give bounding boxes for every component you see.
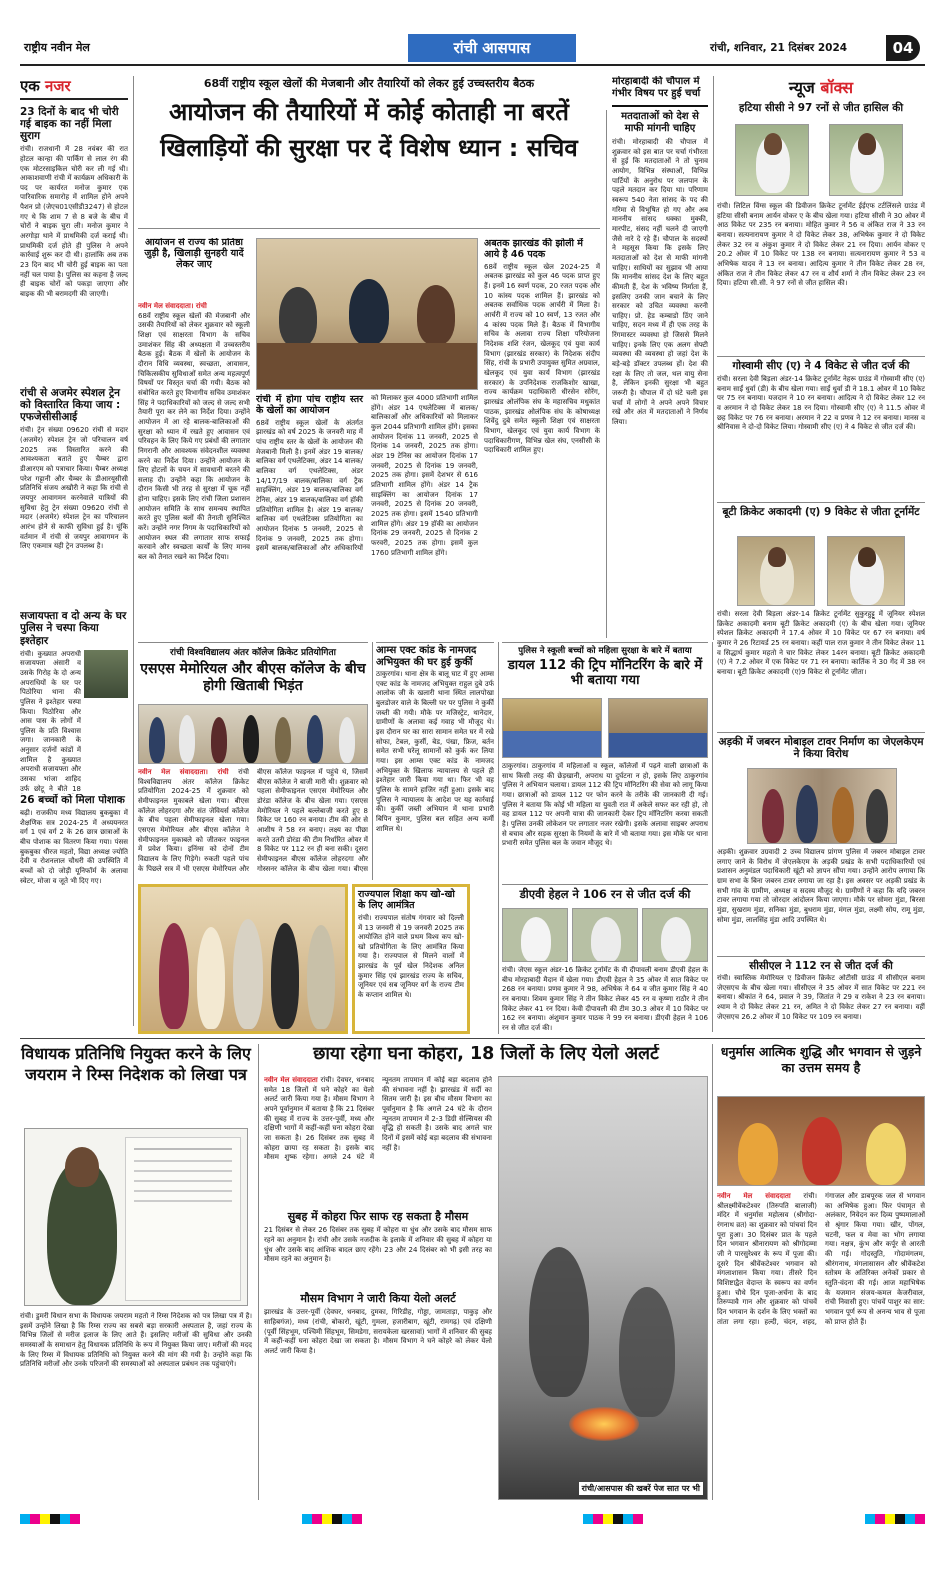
lead-col-c	[484, 238, 600, 632]
fog-body: रांची। देवघर, धनबाद समेत 18 जिलों में घने कोहरे का येलो अलर्ट जारी किया गया है। मौसम विभाग ने अपने पूर्वानुमान में बताया है कि 21 दिसंबर की सुबह में राज्य के उत्तर-पूर्वी, मध्य और दक्षिणी भागों में कहीं-कहीं घना कोहरा देखा जा सकता है। 26 दिसंबर तक सुबह में कोहरा छाया रह सकता है। इसके बाद मौसम शुष्क रहेगा। अगले 24 घंटे में न्यूनतम तापमान में कोई बड़ा बदलाव होने की संभावना नहीं है। झारखंड में सर्दी का सितम जारी है। इस बीच मौसम विभाग का पूर्वानुमान है कि अगले 24 घंटे के दौरान न्यूनतम तापमान में 2-3 डिग्री सेल्सियस की वृद्धि हो सकती है। उसके बाद अगले चार दिनों में इसमें कोई बड़ा बदलाव की संभावना नहीं है।	[264, 1076, 492, 1162]
fog-sub-1	[264, 1210, 492, 1286]
dav-photo-3	[642, 908, 708, 962]
dial-story	[502, 642, 708, 882]
masthead	[20, 32, 925, 66]
ccl-story	[717, 956, 925, 1032]
section-title: रांची आसपास	[408, 34, 576, 62]
ek-nazar-label: एक नजर	[20, 76, 128, 100]
shiksha-headline: राज्यपाल शिक्षा कप खो-खो के लिए आमंत्रित	[358, 889, 455, 911]
nazar-3-title: सजायफ्ता व दो अन्य के घर पुलिस ने चस्पा किया इश्तेहार	[20, 610, 127, 647]
booty-body: रांची। सरला देवी बिड़ला अंडर-14 क्रिकेट टूर्नामेंट सुकुरहुट्टू में जूनियर स्पेशल क्रिकेट अकादमी बनाम बूटी क्रिकेट अकादमी (ए) के बीच खेला गया। जूनियर स्पेशल क्रिकेट अकादमी ने 17.4 ओवर में 10 विकेट पर 67 रन बनाया। वर्ष कुमार ने 26 रिटायर्ड 25 रन बनाया। कहीं पाल राज कुमार ने तीन विकेट लेकर 11 व सिद्धार्थ कुमार महतो ने चार विकेट लेकर 14रन बनाया। बूटी क्रिकेट अकादमी (ए) ने 7.2 ओवर में एक विकेट पर 71 रन बनाया। कार्तिक ने 30 गेंद में 38 रन बनाया। बूटी क्रिकेट अकादमी (ए)9 विकेट से टूर्नामेंट जीता।	[717, 610, 925, 676]
shiksha-body: रांची। राज्यपाल संतोष गंगवार को दिल्ली में 13 जनवरी से 19 जनवरी 2025 तक आयोजित होने वाले प्रथम विश्व कप खो-खो प्रतियोगिता के लिए आमंत्रित किया गया है। राज्यपाल से मिलने वालों में झारखंड के पूर्व खेल निदेशक अनिल कुमार सिंह एवं झारखंड राज्य के सचिव, जूनियर एवं सब जूनियर वर्ग के राज्य टीम के कप्तान शामिल थे।	[358, 913, 464, 1000]
fog-photo-credit: रांची/आसपास की खबरें पेज सात पर भी	[579, 1482, 703, 1495]
fog-sub-2	[264, 1292, 492, 1500]
nazar-4-body: बढ़ी। राजकीय मध्य विद्यालय बुकबुका में शैक्षणिक सत्र 2024-25 में अध्ययनरत वर्ग 1 एवं वर्ग 2 के 26 छात्र छात्राओं के बीच पोशाक का वितरण किया गया। पंसस बुकबुका धीरज महतो, विद्या अध्यक्ष ज्योति देवी व रोशनलाल चौधरी की उपस्थिति में बच्चों को दो जोड़ी यूनिफॉर्म के अलावा स्वेटर, मोजा व जूते भी दिए गए।	[20, 809, 128, 885]
fog-subhead: सुबह में कोहरा फिर साफ रह सकता है मौसम	[287, 1210, 469, 1223]
tower-photo	[747, 768, 897, 844]
nazar-2-body: रांची। ट्रेन संख्या 09620 रांची से मदार (अजमेर) स्पेशल ट्रेन जो परिचालन वर्ष 2025 तक विस्तारित करने की आवश्यकता बताते हुए चैम्बर द्वारा डीआरएम को पत्राचार किया। चैम्बर अध्यक्ष परेश गट्टानी और चैम्बर के डीआरयूसीसी प्रतिनिधि संजय अखौरी ने कहा कि रांची से जयपुर आवागमन करनेवाले यात्रियों की सुविधा हेतु ट्रेन संख्या 09620 रांची से मदार (अजमेर) स्पेशल ट्रेन का परिचालन आरंभ होने से काफी सुविधा हुई है। चूंकि वर्तमान में रांची से जयपुर आवागमन के लिए एकमात्र यही ट्रेन उपलब्ध है।	[20, 426, 128, 551]
lead-col-b	[256, 394, 478, 632]
shiksha-story	[352, 884, 470, 1034]
fog-body-2: 21 दिसंबर से लेकर 26 दिसंबर तक सुबह में कोहरा या धुंध और उसके बाद मौसम साफ रहने का अनुमान है। रांची और उसके नजदीक के इलाके में शनिवार की सुबह में कोहरा या धुंध और उसके बाद आंशिक बादल छाए रहेंगे। 23 और 24 दिसंबर को भी इसी तरह का मौसम रहने का अनुमान है।	[264, 1226, 492, 1264]
lead-headline-2: खिलाड़ियों की सुरक्षा पर दें विशेष ध्यान : सचिव	[160, 133, 578, 162]
letter-photo	[24, 1128, 248, 1306]
booty-photo-1	[737, 536, 815, 606]
tower-body: अड़की। शुक्रवार उग्रवादी 2 उच्च विद्यालय प्रांगण पुलिस में जबरन मोबाइल टावर लगाए जाने के विरोध में जेएलकेएम के अड़की प्रखंड के सभी पदाधिकारियों एवं प्रशासन अनुमंडल पदाधिकारी खूंटी को ज्ञापन सौंपा गया। उन्होंने आरोप लगाया कि ग्राम सभा के बिना जबरन टावर लगाया जा रहा है। इस अवसर पर अड़की प्रखंड के सभी गांव के ग्रामीण, अध्यक्ष व सदस्य मौजूद थे। ग्रामीणों ने कहा कि यदि जबरन टावर लगाया गया तो जोरदार आंदोलन किया जाएगा। मौके पर सोमरा मुंडा, बिरसा मुंडा, सुखराम मुंडा, सनिका मुंडा, बुधराम मुंडा, मंगल मुंडा, लक्ष्मी सोय, रामू मुंडा, सोमा मुंडा, लालसिंह मुंडा आदि उपस्थित थे।	[717, 848, 925, 924]
ccl-body: रांची। स्वास्तिक मेमोरियल ए डिवीजन क्रिकेट ओटीसी ग्राउंड में सीसीएल बनाम जेएसएच के बीच खेला गया। सीसीएल ने 35 ओवर में सात विकेट पर 221 रन बनाया। श्रीकांत ने 64, प्रवाल ने 39, जितांत ने 29 व राकेश ने 23 रन बनाया। श्याम ने दो विकेट लेकर 21 रन, अमित ने दो विकेट लेकर 27 रन बनाया। वहीं जेएसएच 26.2 ओवर में 10 विकेट पर 109 रन बनाया।	[717, 974, 925, 1021]
arms-headline: आम्स एक्ट कांड के नामजद अभियुक्त की घर हुई कुर्की	[376, 642, 494, 668]
fog-subhead-2: मौसम विभाग ने जारी किया येलो अलर्ट	[300, 1292, 456, 1305]
meeting-photo	[256, 238, 478, 390]
lead-pullquote: आयोजन से राज्य की प्रतिष्ठा जुड़ी है, खिलाड़ी सुनहरी यादें लेकर जाए	[144, 238, 244, 270]
dhanurmas-text: नवीन मेल संवाददाता रांची। श्रीलक्ष्मीवेंकटेश्वर (तिरुपति बालाजी) मंदिर में धनुर्मास महोत्सव (श्रीगोदा-रंगनाथ व्रत) का शुक्रवार को पांचवां दिन पूरा हुआ। 30 दिसंबर प्रात के पहले दिन भगवान श्रीनारायण को श्रीगोदम्मा जी ने पारसुरेश्वर के रूप में पूजा की। दूसरे दिन श्रीवेंकटेश्वर भगवान को मंगलाशासन किया गया। तीसरे दिन विशिष्टाद्वैत वेदान्त के स्वरूप का वर्णन हुआ। चौथे दिन पूजा-अर्चना के बाद तिरुप्पावै गान और शुक्रवार को पांचवें दिन भगवान के दर्शन के लिए भक्तों का तांता लगा रहा। हल्दी, चंदन, शहद, गंगाजल और डाबपूरक जल से भगवान का अभिषेक हुआ। फिर पंचामृत से अलंकार, निवेदन कर दिव्य पुष्पमालाओं से श्रृंगार किया गया। खीर, पोंगल, चटनी, फल व मेवा का भोग लगाया गया। नक्षत्र, कुंभ और कर्पूर से आरती की गई। गोदस्तुति, गोदामंगलम, श्रीरंगनाथ, मंगलासासन और श्रीवेंकटेश स्तोत्रम के अतिरिक्त अनेकों प्रकार से स्तुति-वंदना की गई। आज महाभिषेक के यजमान संजय-कमल केजरीवाल, रांची निवासी हुए। पांचवें पाशुर का सार: भगवान पूर्ण रूप से अनन्य भाव से पूजा को प्राप्त होते हैं।	[717, 1192, 925, 1326]
dav-photo-2	[572, 908, 638, 962]
dhanurmas-body: रांची। श्रीलक्ष्मीवेंकटेश्वर (तिरुपति बालाजी) मंदिर में धनुर्मास महोत्सव (श्रीगोदा-रंगनाथ व्रत) का शुक्रवार को पांचवां दिन पूरा हुआ। 30 दिसंबर प्रात के पहले दिन भगवान श्रीनारायण को श्रीगोदम्मा जी ने पारसुरेश्वर के रूप में पूजा की। दूसरे दिन श्रीवेंकटेश्वर भगवान को मंगलाशासन किया गया। तीसरे दिन विशिष्टाद्वैत वेदान्त के स्वरूप का वर्णन हुआ। चौथे दिन पूजा-अर्चना के बाद तिरुप्पावै गान और शुक्रवार को पांचवें दिन भगवान के दर्शन के लिए भक्तों का तांता लगा रहा। हल्दी, चंदन, शहद, गंगाजल और डाबपूरक जल से भगवान का अभिषेक हुआ। फिर पंचामृत से अलंकार, निवेदन कर दिव्य पुष्पमालाओं से श्रृंगार किया गया। खीर, पोंगल, चटनी, फल व मेवा का भोग लगाया गया। नक्षत्र, कुंभ और कर्पूर से आरती की गई। गोदस्तुति, गोदामंगलम, श्रीरंगनाथ, मंगलासासन और श्रीवेंकटेश स्तोत्रम के अतिरिक्त अनेकों प्रकार से स्तुति-वंदना की गई। आज महाभिषेक के यजमान संजय-कमल केजरीवाल, रांची निवासी हुए। पांचवें पाशुर का सार: भगवान पूर्ण रूप से अनन्य भाव से पूजा को प्राप्त होते हैं।	[717, 1192, 925, 1326]
dhanurmas-headline: धनुर्मास आत्मिक शुद्धि और भगवान से जुड़ने का उत्तम समय है	[720, 1044, 922, 1075]
tower-story	[717, 732, 925, 954]
fog-headline: छाया रहेगा घना कोहरा, 18 जिलों के लिए येलो अलर्ट	[313, 1044, 659, 1064]
fog-col: नवीन मेल संवाददाता रांची। देवघर, धनबाद समेत 18 जिलों में घने कोहरे का येलो अलर्ट जारी किया गया है। मौसम विभाग ने अपने पूर्वानुमान में बताया है कि 21 दिसंबर की सुबह में राज्य के उत्तर-पूर्वी, मध्य और दक्षिणी भागों में कहीं-कहीं घना कोहरा देखा जा सकता है। 26 दिसंबर तक सुबह में कोहरा छाया रह सकता है। इसके बाद मौसम शुष्क रहेगा। अगले 24 घंटे में न्यूनतम तापमान में कोई बड़ा बदलाव होने की संभावना नहीं है। झारखंड में सर्दी का सितम जारी है। इस बीच मौसम विभाग का पूर्वानुमान है कि अगले 24 घंटे के दौरान न्यूनतम तापमान में 2-3 डिग्री सेल्सियस की वृद्धि हो सकती है। उसके बाद अगले चार दिनों में इसमें कोई बड़ा बदलाव की संभावना नहीं है।	[264, 1076, 492, 1162]
lead-col-a: नवीन मेल संवाददाता। रांची 68वें राष्ट्रीय स्कूल खेलों की मेजबानी और उसकी तैयारियों को लेकर शुक्रवार को स्कूली शिक्षा एवं साक्षरता विभाग के सचिव उमाशंकर सिंह की अध्यक्षता में उच्चस्तरीय बैठक हुई। बैठक में खेलों के आयोजन के दौरान विधि व्यवस्था, स्वच्छता, आवासन, चिकित्सकीय सुविधाओं समेत अन्य महत्वपूर्ण विषयों पर विस्तृत चर्चा की गयी। बैठक को संबोधित करते हुए विभागीय सचिव उमाशंकर सिंह ने पदाधिकारियों को जल्द से जल्द सभी तैयारी पूरा कर लेने का निर्देश दिया। उन्होंने आयोजन में आ रहे बालक-बालिकाओं की सुरक्षा को ध्यान में रखते हुए आवासन एवं परिवहन के लिए किये गए प्रबंधों की लगातार निगरानी और आवश्यक संवेदनशील व्यवस्था करने का निर्देश दिया। उन्होंने आयोजन के लिए होटलों के चयन में सावधानी बरतने की सलाह दी। उन्होंने कहा कि आयोजन के दौरान किसी भी तरह से सुरक्षा में चूक नहीं होना चाहिए। इसके लिए रांची जिला प्रशासन आयोजन समिति के साथ समन्वय स्थापित करते हुए पुलिस बलों की तैनाती सुनिश्चित करें। उन्होंने नगर निगम के पदाधिकारियों को आयोजन स्थल की लगातार साफ सफाई करवाने और स्वच्छता कार्यों के लिए मानव बल को तैनात रखने का निर्देश दिया।	[138, 302, 250, 632]
nazar-4	[20, 794, 128, 1032]
morabadi-subhead: मतदाताओं को देश से माफी मांगनी चाहिए	[612, 105, 708, 134]
nazar-4-title: 26 बच्चों को मिला पोशाक	[20, 794, 125, 806]
fog-body-3: झारखंड के उत्तर-पूर्वी (देवघर, धनबाद, दुमका, गिरिडीह, गोड्डा, जामताड़ा, पाकुड़ और साहिबगंज), मध्य (रांची, बोकारो, खूंटी, गुमला, हजारीबाग, खूंटी, रामगढ़) एवं दक्षिणी (पूर्वी सिंहभूम, पश्चिमी सिंहभूम, सिमडेगा, सरायकेला खरसावां) भागों में शनिवार की सुबह में कहीं-कहीं घना कोहरा देखा जा सकता है। मौसम विभाग ने घने कोहरे को लेकर येलो अलर्ट जारी किया है।	[264, 1308, 492, 1355]
dial-body: ठाकुरगांव। ठाकुरगांव में महिलाओं व स्कूल, कॉलेजों में पढ़ने वाली छात्राओं के साथ किसी तरह की छेड़खानी, अपराध या दुर्घटना न हो, इसके लिए ठाकुरगांव पुलिस ने अभियान चलाया। डायल 112 की ट्रिप मॉनिटरिंग की सेवा को लागू किया गया। छात्राओं को डायल 112 पर फोन करने के तरीके की जानकारी दी गई। पुलिस ने बताया कि कोई भी महिला या युवती रात में अकेले सफर कर रही हो, तो वह डायल 112 पर अपनी यात्रा की जानकारी देकर ट्रिप मॉनिटरिंग करवा सकती है। पुलिस उनकी लोकेशन पर लगातार नजर रखेगी। इसके अलावा साइबर अपराध से बचाव और सड़क सुरक्षा के नियमों के बारे में भी बताया गया। इस मौके पर थाना प्रभारी समेत पुलिस बल के जवान मौजूद थे।	[502, 762, 708, 848]
goswami-story	[717, 356, 925, 498]
arms-body: ठाकुरगांव। थाना क्षेत्र के बालू घाट में हुए आम्स एक्ट कांड के नामजद अभियुक्त राहुल दुबे उर्फ आलोक जी के खलारी थाना स्थित लालपोखा बुलडोजर वाले के बिल्ली घर पर पुलिस ने कुर्की जब्ती की गयी। मौके पर मजिस्ट्रेट, थानेदार, ग्रामीणों के अलावा कई गवाह भी मौजूद थे। इस दौरान घर का सारा सामान समेत घर में रखे सोफा, टेबल, कुर्सी, बेड, पंखा, फ्रिज, बर्तन समेत सभी घरेलू सामानों को कुर्क कर लिया गया। इस आम्स एक्ट कांड के नामजद अभियुक्त के खिलाफ न्यायालय से पहले ही इश्तेहार जारी किया गया था। फिर भी वह पुलिस के सामने हाजिर नहीं हुआ। इसके बाद पुलिस ने न्यायालय के आदेश पर यह कार्रवाई की। कुर्की जब्ती अभियान में थाना प्रभारी बिपिन कुमार, पुलिस बल सहित अन्य कर्मी शामिल थे।	[376, 670, 494, 833]
fog-photo	[498, 1076, 708, 1500]
dial-kicker: पुलिस ने स्कूली बच्चों को महिला सुरक्षा के बारे में बताया	[502, 642, 708, 656]
booty-headline: बूटी क्रिकेट अकादमी (ए) 9 विकेट से जीता टूर्नामेंट	[717, 502, 925, 518]
news-box-headline: हटिया सीसी ने 97 रनों से जीत हासिल की	[738, 102, 904, 114]
nazar-3-body: रांची। कुख्यात अपराधी सजायफ्ता अंसारी व उसके गिरोह के दो अन्य अपराधियों के घर पर पिठोरिया थाना की पुलिस ने इश्तेहार चस्पा किया। पिठोरिया और आस पास के लोगों में पुलिस के प्रति विश्वास जगा। जानकारी के अनुसार दर्जनों कांडों में शामिल है कुख्यात अपराधी सजायफ्ता और उसका भांजा शाहिद उर्फ छोटू ने बीते 18	[20, 649, 81, 793]
lead-headline-1: आयोजन की तैयारियों में कोई कोताही ना बरतें	[169, 98, 569, 126]
issue-date: रांची, शनिवार, 21 दिसंबर 2024	[710, 42, 848, 54]
dial-photo-2	[608, 698, 708, 758]
dav-body: रांची। जेएस स्कूल अंडर-16 क्रिकेट टूर्नामेंट के वी दीपावली बनाम डीएवी हेहल के बीच मोरहाबादी मैदान में खेला गया। डीएवी हेहल ने 35 ओवर में सात विकेट पर 268 रन बनाया। प्रणव कुमार ने 98, अभिषेक ने 64 व जीत कुमार सिंह ने 40 रन बनाया। शिवम कुमार सिंह ने तीन विकेट लेकर 45 रन व कृष्णा राठौर ने तीन विकेट लेकर 41 रन दिया। केवी दीपावली की टीम 30.3 ओवर में 10 विकेट पर 162 रन बनाया। अंशुमान कुमार पाठक ने 99 रन बनाया। डीएवी हेहल ने 106 रन से जीत दर्ज की।	[502, 966, 708, 1032]
lead-body-2: 68वें राष्ट्रीय स्कूल खेलों के अंतर्गत झारखंड को वर्ष 2025 के जनवरी माह में पांच राष्ट्रीय स्तर के खेलों के आयोजन की मेजबानी मिली है। इनमें अंडर 19 बालक/बालिका वर्ग एथलेटिक्स, अंडर 14 बालक/बालिका वर्ग एथलेटिक्स, अंडर 14/17/19 बालक/बालिका वर्ग ट्रैक साइक्लिंग, अंडर 19 बालक/बालिका वर्ग टेनिस, अंडर 19 बालक/बालिका वर्ग हॉकी प्रतियोगिता शामिल है। अंडर 19 बालक/बालिका वर्ग एथलेटिक्स प्रतियोगिता का आयोजन दिनांक 5 जनवरी, 2025 से दिनांक 9 जनवरी, 2025 तक होगा। इसमें बालक/बालिकाओं और अधिकारियों को मिलाकर कुल 4000 प्रतिभागी शामिल होंगे। अंडर 14 एथलेटिक्स में बालक/बालिकाओं और अधिकारियों को मिलाकर कुल 2044 प्रतिभागी शामिल होंगे। इसका आयोजन दिनांक 11 जनवरी, 2025 से दिनांक 14 जनवरी, 2025 तक होगा। अंडर 19 टेनिस का आयोजन दिनांक 17 जनवरी, 2025 से दिनांक 19 जनवरी, 2025 तक होगा। इसमें देशभर से 616 प्रतिभागी शामिल होंगे। अंडर 14 ट्रैक साइक्लिंग का आयोजन दिनांक 17 जनवरी, 2025 से दिनांक 20 जनवरी, 2025 तक होगा। इसमें 1540 प्रतिभागी शामिल होंगे। अंडर 19 हॉकी का आयोजन दिनांक 29 जनवरी, 2025 से दिनांक 2 फरवरी, 2025 तक होगा। इसमें कुल 1760 प्रतिभागी शामिल होंगे।	[256, 394, 478, 557]
dav-photo-1	[502, 908, 568, 962]
ccl-headline: सीसीएल ने 112 रन से जीत दर्ज की	[717, 956, 925, 972]
page-number: 04	[886, 35, 920, 61]
college-photo	[138, 704, 368, 764]
vidhayak-body: रांची। डुमरी विधान सभा के विधायक जयराम महतो ने रिम्स निदेशक को पत्र लिखा पत्र में है। इसमें उन्होंने लिखा है कि रिम्स राज्य का सबसे बड़ा सरकारी अस्पताल है, जहां राज्य के विभिन्न जिलों से मरीज इलाज के लिए आते हैं। इसलिए मरीजों की सुविधा और उनकी समस्याओं के समाधान हेतु विधायक प्रतिनिधि के रूप में नियुक्त किया जाए। मरीजों की मदद के लिए रिम्स में विधायक प्रतिनिधि को नियुक्त करने की मांग की गयी है। उन्होंने कहा कि प्रतिनिधि मरीजों और उनके परिजनों की समस्याओं को अस्पताल प्रबंधन तक पहुंचाएंगे।	[20, 1312, 252, 1369]
newspaper-page	[20, 32, 925, 1532]
morabadi-body: रांची। मोरहाबादी की चौपाल में शुक्रवार को इस बात पर चर्चा गंभीरता से हुई कि मतदाताओं ने तो चुनाव आयोग, विभिन्न संस्थाओं, विभिन्न पार्टियों के अनुरोध पर जलपान के पहले मतदान कर दिया था। परिणाम स्वरूप 540 नेता सांसद के पद की गरिमा से विभूषित हो गए और अब माननीय सांसद धक्का मुक्की, मारपीट, संसद नहीं चलने दी जाएगी जैसे नारे दे रहे हैं। चौपाल के सदस्यों ने महसूस किया कि इसके लिए मतदाताओं को देश से माफी मांगनी चाहिए। साथियों का सुझाव भी आया कि माननीय सांसद देश के लिए बहुत कीमती हैं, देश के भविष्य निर्माता हैं, इसलिए उनकी जान बचाने के लिए सरकार को उचित व्यवस्था करनी चाहिए। प्रो. हेड कम्बाडो ठिंए जाने चाहिए, सदन मध्य में ही एक तरह के रिंगमास्टर व्यवस्था हो जिससे मिलने चाहिए। इनके लिए एक अलग सेफ्टी व्यवस्था की व्यवस्था हो जहां देश के बड़े-बड़े डॉक्टर उपलब्ध हों। देश की रक्षा के लिए तो जल, थल वायु सेना है, लेकिन इनकी सुरक्षा भी बहुत जरूरी है। चौपाल में दो घंटे चली इस चर्चा में लोगों ने अपने अपने विचार रखे और अंत में मतदाताओं ने निर्णय लिया।	[612, 138, 708, 427]
player-photo-2	[829, 124, 903, 196]
booty-story	[717, 502, 925, 730]
vidhayak-story	[20, 1044, 252, 1500]
news-box	[717, 76, 925, 356]
goswami-body: रांची। सरला देवी बिड़ला अंडर-14 क्रिकेट टूर्नामेंट नेहरू ग्राउंड में गोस्वामी सीए (ए) बनाम साईं धुर्वा (डी) के बीच खेला गया। साईं धुर्वा डी ने 18.1 ओवर में 10 विकेट पर 75 रन बनाया। यजदान ने 10 रन बनाया। आदित्य ने दो विकेट लेकर 12 रन व अरमान ने दो विकेट लेकर 18 रन दिया। गोस्वामी सीए (ए) ने 11.5 ओवर में छह विकेट पर 76 रन बनाया। अरमान ने 22 व प्रणव ने 12 रन बनाया। मानस व श्रीनिवास ने दो-दो विकेट लिया। गोस्वामी सीए (ए) ने 4 विकेट से जीत दर्ज की।	[717, 375, 925, 432]
arms-story	[376, 642, 494, 880]
ek-nazar-column	[20, 76, 128, 794]
governor-photo	[138, 884, 348, 1034]
dial-headline: डायल 112 की ट्रिप मॉनिटरिंग के बारे में भी बताया गया	[507, 658, 703, 688]
vidhayak-headline: विधायक प्रतिनिधि नियुक्त करने के लिए जयराम ने रिम्स निदेशक को लिखा पत्र	[21, 1044, 251, 1084]
nazar-1-title: 23 दिनों के बाद भी चोरी गई बाइक का नहीं मिला सुराग	[20, 106, 119, 143]
temple-photo	[717, 1096, 925, 1186]
registration-bar	[20, 1514, 925, 1524]
lead-story	[138, 76, 600, 636]
nazar-1-body: रांची। राजधानी में 28 नवंबर की रात होटल कान्हा की पार्किंग से लाल रंग की एक मोटरसाइकिल चोरी कर ली गई थी। आकाशवाणी रांची में कार्यक्रम अधिकारी के पद पर कार्यरत मनोज कुमार एक पारिवारिक समारोह में शामिल होने अपने पैशन प्रो (जेएच01एसीडी3247) से होटल गए थे कि शाम 7 से 8 बजे के बीच में चोरों ने बाइक चुरा ली। मनोज कुमार ने अरगोड़ा थाने में प्राथमिकी दर्ज कराई थी। प्राथमिकी दर्ज होते ही पुलिस ने अपने कार्रवाई शुरू कर दी थी। हालांकि अब तक 23 दिन बाद भी चोरी हुई बाइक का पता नहीं चल पाया है। पुलिस का कहना है जल्द ही बाइक चोरों को पकड़ा जाएगा और बाइक की भी बरामदगी की जाएगी।	[20, 145, 128, 299]
lead-kicker: 68वीं राष्ट्रीय स्कूल खेलों की मेजबानी और तैयारियों को लेकर हुई उच्चस्तरीय बैठक	[203, 77, 535, 90]
college-body: रांची विश्वविद्यालय अंतर कॉलेज क्रिकेट प्रतियोगिता 2024-25 में शुक्रवार को सेमीफाइनल मुकाबले खेला गया। बीएस कॉलेज लोहरदगा और संत जेवियर्स कॉलेज के बीच पहला सेमीफाइनल खेला गया। एसएस मेमोरियल और बीएस कॉलेज ने सेमीफाइनल मुकाबले को जीतकर फाइनल में प्रवेश किया। इनिंग्स को दोनों टीम विद्यालय के लिए गिड़ेगे। रुकती पहले पांच के पिछले सत्र में भी एसएस मेमोरियल और बीएस कॉलेज फाइनल में पहुंचे थे, जिसमें बीएस कॉलेज ने बाजी मारी थी। शुक्रवार को पहला सेमीफाइनल एसएस मेमोरियल और डोरंडा कॉलेज के बीच खेला गया। एसएस मेमोरियल ने पहले बल्लेबाजी करते हुए 8 विकेट पर 160 रन बनाया। टीम की ओर से आशीष ने 58 रन बनाए। लक्ष्य का पीछा करते उतरी डोरंडा की टीम निर्धारित ओवर में 8 विकेट पर 112 रन ही बना सकी। दूसरा सेमीफाइनल बीएस कॉलेज लोहरदगा और गोस्सनर कॉलेज के बीच खेला गया। बीएस	[138, 768, 368, 873]
dial-photo-1	[502, 698, 602, 758]
news-box-body: रांची। लिटिल विंग्स स्कूल की डिवीजन क्रिकेट टूर्नामेंट ईईएफ टर्टलिंसले ग्राउंड में हटिया सीसी बनाम आर्यन वोकर ए के बीच खेला गया। हटिया सीसी ने 30 ओवर में आठ विकेट पर 235 रन बनाया। मोहित कुमार ने 56 व अंकित राज ने 33 रन बनाया। सत्यनारायण कुमार ने दो विकेट लेकर 38, अभिषेक कुमार ने दो विकेट लेकर 32 रन व अंकुश कुमार ने दो विकेट लेकर 21 रन दिया। आर्यन वोकर ए 20.2 ओवर में 10 विकेट पर 138 रन बनाया। सत्यनारायण कुमार ने 53 व अभिषेक यादव ने 13 रन बनाया। आदित्य कुमार ने तीन विकेट लेकर 28 रन, अंकित राज ने तीन विकेट लेकर 47 रन व शौर्य शर्मा ने तीन विकेट लेकर 23 रन दिया। हटिया सी.सी. ने 97 रनों से जीत हासिल की।	[717, 202, 925, 288]
col-divider	[133, 76, 134, 1026]
tower-headline: अड़की में जबरन मोबाइल टावर निर्माण का जेएलकेएम ने किया विरोध	[717, 732, 925, 760]
lead-body: 68वें राष्ट्रीय स्कूल खेलों की मेजबानी और उसकी तैयारियों को लेकर शुक्रवार को स्कूली शिक्षा एवं साक्षरता विभाग के सचिव उमाशंकर सिंह की अध्यक्षता में उच्चस्तरीय बैठक हुई। बैठक में खेलों के आयोजन के दौरान विधि व्यवस्था, स्वच्छता, आवासन, चिकित्सकीय सुविधाओं समेत अन्य महत्वपूर्ण विषयों पर विस्तृत चर्चा की गयी। बैठक को संबोधित करते हुए विभागीय सचिव उमाशंकर सिंह ने पदाधिकारियों को जल्द से जल्द सभी तैयारी पूरा कर लेने का निर्देश दिया। उन्होंने आयोजन में आ रहे बालक-बालिकाओं की सुरक्षा को ध्यान में रखते हुए आवासन एवं परिवहन के लिए किये गए प्रबंधों की लगातार निगरानी और आवश्यक संवेदनशील व्यवस्था करने का निर्देश दिया। उन्होंने आयोजन के लिए होटलों के चयन में सावधानी बरतने की सलाह दी। उन्होंने कहा कि आयोजन के दौरान किसी भी तरह से सुरक्षा में चूक नहीं होना चाहिए। इसके लिए रांची जिला प्रशासन आयोजन समिति के साथ समन्वय स्थापित करते हुए पुलिस बलों की तैनाती सुनिश्चित करें। उन्होंने नगर निगम के पदाधिकारियों को आयोजन स्थल की लगातार साफ सफाई करवाने और स्वच्छता कार्यों के लिए मानव बल को तैनात रखने का निर्देश दिया।	[138, 311, 250, 562]
college-headline: एसएस मेमोरियल और बीएस कॉलेज के बीच होगी खिताबी भिड़ंत	[140, 661, 366, 694]
morabadi-story	[612, 76, 708, 640]
player-photo-1	[735, 124, 809, 196]
lead-subhead-2: अबतक झारखंड की झोली में आये है 46 पदक	[484, 238, 583, 261]
police-photo	[84, 650, 128, 698]
dav-story	[502, 884, 708, 1034]
booty-photo-2	[827, 536, 905, 606]
paper-name: राष्ट्रीय नवीन मेल	[24, 41, 90, 54]
lead-subhead: रांची में होगा पांच राष्ट्रीय स्तर के खेलों का आयोजन	[256, 394, 363, 417]
dav-headline: डीएवी हेहल ने 106 रन से जीत दर्ज की	[502, 884, 708, 901]
college-kicker: रांची विश्वविद्यालय अंतर कॉलेज क्रिकेट प्रतियोगिता	[138, 642, 368, 658]
lead-body-3: 68वें राष्ट्रीय स्कूल खेल 2024-25 में अबतक झारखंड को कुल 46 पदक प्राप्त हुए हैं। इनमें 16 स्वर्ण पदक, 20 रजत पदक और 10 कांस्य पदक शामिल हैं। झारखंड को अबतक सर्वाधिक पदक आर्चरी में मिला है। आर्चरी में राज्य को 10 स्वर्ण, 13 रजत और 4 कांस्य पदक मिले हैं। बैठक में विभागीय सचिव के अलावा राज्य शिक्षा परियोजना निदेशक शशि रंजन, खेलकूद एवं युवा कार्य विभाग (झारखंड सरकार) के निदेशक संदीप सिंह, रांची के प्रभारी उपायुक्त सुमित अग्रवाल, खेलकूद एवं युवा कार्य विभाग (झारखंड सरकार) के उपनिदेशक राजकिशोर खाखा, राज्य कार्यक्रम पदाधिकारी धीरसेन सोरेंग, झारखंड ओलंपिक संघ के महासचिव मधुकांत पाठक, झारखंड ओलंपिक संघ के कोषाध्यक्ष शिवेंदु दुबे समेत स्कूली शिक्षा एवं साक्षरता विभाग, खेलकूद एवं युवा कार्य विभाग के पदाधिकारीगण, विभिन्न खेल संघ, एनसीसी के पदाधिकारी शामिल हुए।	[484, 262, 600, 455]
morabadi-headline: मोरहाबादी की चौपाल में गंभीर विषय पर हुई चर्चा	[612, 76, 701, 99]
college-body-wrap: नवीन मेल संवाददाता। रांची रांची विश्वविद्यालय अंतर कॉलेज क्रिकेट प्रतियोगिता 2024-25 में शुक्रवार को सेमीफाइनल मुकाबले खेला गया। बीएस कॉलेज लोहरदगा और संत जेवियर्स कॉलेज के बीच पहला सेमीफाइनल खेला गया। एसएस मेमोरियल और बीएस कॉलेज ने सेमीफाइनल मुकाबले को जीतकर फाइनल में प्रवेश किया। इनिंग्स को दोनों टीम विद्यालय के लिए गिड़ेगे। रुकती पहले पांच के पिछले सत्र में भी एसएस मेमोरियल और बीएस कॉलेज फाइनल में पहुंचे थे, जिसमें बीएस कॉलेज ने बाजी मारी थी। शुक्रवार को पहला सेमीफाइनल एसएस मेमोरियल और डोरंडा कॉलेज के बीच खेला गया। एसएस मेमोरियल ने पहले बल्लेबाजी करते हुए 8 विकेट पर 160 रन बनाया। टीम की ओर से आशीष ने 58 रन बनाए। लक्ष्य का पीछा करते उतरी डोरंडा की टीम निर्धारित ओवर में 8 विकेट पर 112 रन ही बना सकी। दूसरा सेमीफाइनल बीएस कॉलेज लोहरदगा और गोस्सनर कॉलेज के बीच खेला गया। बीएस	[138, 768, 368, 878]
fog-story	[264, 1044, 708, 1500]
news-box-label: न्यूज बॉक्स	[788, 78, 854, 97]
dhanurmas-story	[717, 1044, 925, 1500]
goswami-headline: गोस्वामी सीए (ए) ने 4 विकेट से जीत दर्ज की	[717, 356, 925, 372]
nazar-2-title: रांची से अजमेर स्पेशल ट्रेन को विस्तारित किया जाय : एफजेसीसीआई	[20, 387, 121, 424]
